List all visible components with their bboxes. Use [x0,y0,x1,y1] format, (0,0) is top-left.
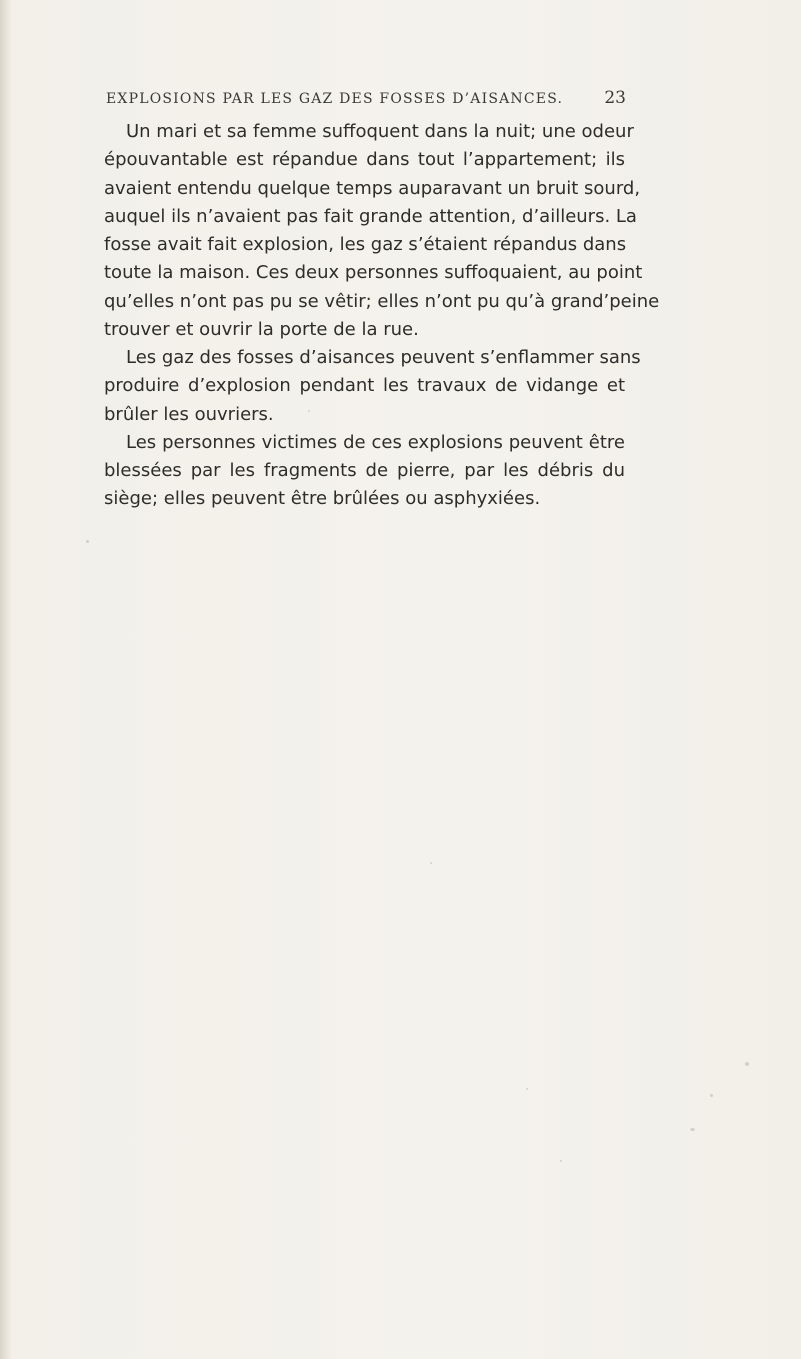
text-line: trouver et ouvrir la porte de la rue. [104,318,419,340]
text-line: brûler les ouvriers. [104,403,274,425]
text-line: produire d’explosion pendant les travaux de vidange et [104,375,625,397]
header-title: EXPLOSIONS PAR LES GAZ DES FOSSES D’AISANCES. [106,91,564,107]
paper-speck [745,1062,749,1066]
paper-speck [710,1094,713,1097]
text-line: Les personnes victimes de ces explosions peuvent être [126,431,625,453]
text-line: toute la maison. Ces deux personnes suffoquaient, au point [104,262,643,284]
body-text [104,118,660,514]
paper-speck [86,540,89,543]
text-line: Un mari et sa femme suffoquent dans la nuit; une odeur [126,121,634,142]
text-line: Les gaz des fosses d’aisances peuvent s’enflammer sans [126,347,641,368]
text-line: qu’elles n’ont pas pu se vêtir; elles n’ont pu qu’à grand’peine [104,290,660,312]
paper-speck [308,410,310,412]
paragraph-3 [104,429,625,514]
running-header [106,88,626,110]
paper-speck [526,1088,528,1090]
paragraph-1 [104,118,660,344]
text-line: fosse avait fait explosion, les gaz s’étaient répandus dans [104,234,627,255]
text-line: blessées par les fragments de pierre, par les débris du [104,460,625,481]
paper-speck [430,862,432,864]
text-line: avaient entendu quelque temps auparavant un bruit sourd, [104,177,641,199]
text-line: siège; elles peuvent être brûlées ou asphyxiées. [104,488,541,510]
text-line: épouvantable est répandue dans tout l’appartement; ils [104,149,625,171]
binding-shadow [0,0,12,1359]
text-line: auquel ils n’avaient pas fait grande attention, d’ailleurs. La [104,205,637,227]
paper-speck [690,1128,695,1131]
paper-speck [560,1160,562,1162]
paragraph-2 [104,344,641,429]
page-number: 23 [604,88,626,108]
